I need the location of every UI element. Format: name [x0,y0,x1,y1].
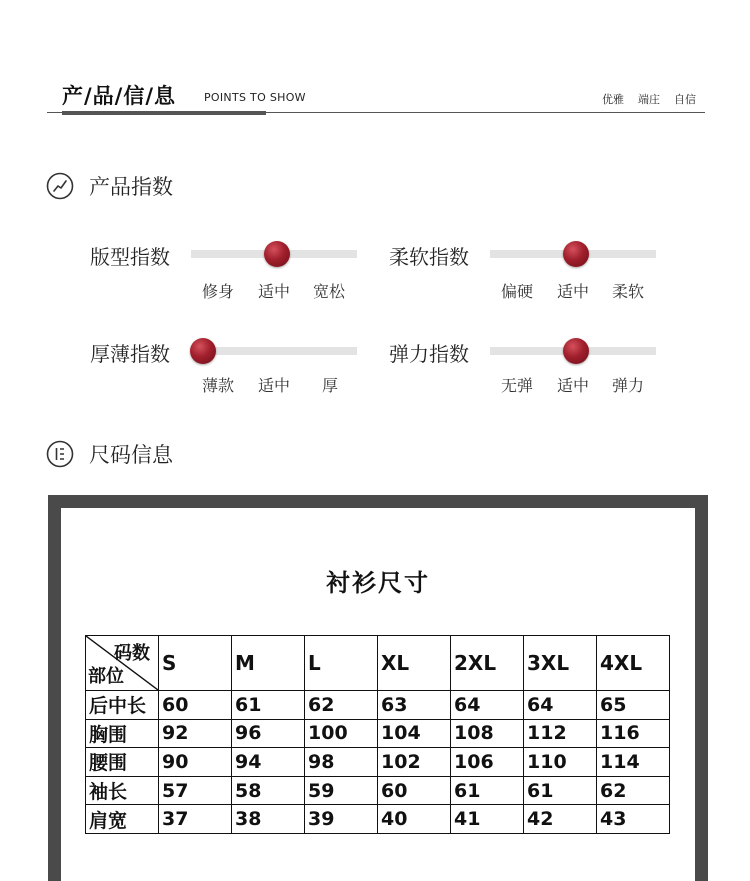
size-section-header [46,439,173,469]
measurement-cell: 38 [232,805,305,834]
corner-part-label: 部位 [88,666,124,687]
thickness-tick-low: 薄款 [202,376,235,395]
size-header-cell: 2XL [451,636,524,691]
size-header-cell: 4XL [597,636,670,691]
measurement-cell: 63 [378,691,451,720]
measurement-cell: 116 [597,719,670,748]
corner-size-label: 码数 [114,643,150,664]
measurement-cell: 65 [597,691,670,720]
size-section-title: 尺码信息 [89,443,173,467]
measurement-cell: 62 [597,776,670,805]
header-tag: 优雅 [602,93,624,106]
measurement-cell: 64 [524,691,597,720]
header-tags [602,91,696,107]
measurement-cell: 57 [159,776,232,805]
measurement-cell: 96 [232,719,305,748]
part-label-cell: 胸围 [86,719,159,748]
fit-index-knob [264,241,290,267]
measurement-cell: 43 [597,805,670,834]
measurement-cell: 94 [232,748,305,777]
size-header-cell: L [305,636,378,691]
size-header-cell: S [159,636,232,691]
measurement-cell: 98 [305,748,378,777]
thickness-index-label: 厚薄指数 [90,342,170,366]
measurement-cell: 40 [378,805,451,834]
size-header-cell: XL [378,636,451,691]
measurement-cell: 62 [305,691,378,720]
elasticity-tick-low: 无弹 [501,376,534,395]
table-row [86,719,670,748]
measurement-cell: 104 [378,719,451,748]
softness-tick-high: 柔软 [612,282,645,301]
softness-tick-mid: 适中 [557,282,590,301]
measurement-cell: 100 [305,719,378,748]
softness-index-knob [563,241,589,267]
fit-tick-high: 宽松 [313,282,346,301]
measurement-cell: 61 [232,691,305,720]
table-row [86,776,670,805]
size-table-corner [86,636,159,691]
softness-index-label: 柔软指数 [389,245,469,269]
measurement-cell: 92 [159,719,232,748]
measurement-cell: 41 [451,805,524,834]
size-chart-title: 衬衫尺寸 [326,569,430,597]
header-tag: 端庄 [638,93,660,106]
table-row [86,805,670,834]
list-circle-icon [46,440,74,468]
part-label-cell: 后中长 [86,691,159,720]
measurement-cell: 114 [597,748,670,777]
table-row [86,748,670,777]
measurement-cell: 90 [159,748,232,777]
elasticity-index-knob [563,338,589,364]
fit-index-label: 版型指数 [90,245,170,269]
thickness-index-knob [190,338,216,364]
header-tag: 自信 [674,93,696,106]
fit-tick-mid: 适中 [258,282,291,301]
measurement-cell: 110 [524,748,597,777]
measurement-cell: 58 [232,776,305,805]
measurement-cell: 60 [378,776,451,805]
trend-circle-icon [46,172,74,200]
table-row [86,691,670,720]
measurement-cell: 106 [451,748,524,777]
measurement-cell: 64 [451,691,524,720]
size-chart-frame [48,495,708,881]
page-title: 产/品/信/息 [62,84,177,108]
elasticity-index-label: 弹力指数 [389,342,469,366]
part-label-cell: 袖长 [86,776,159,805]
measurement-cell: 59 [305,776,378,805]
measurement-cell: 61 [524,776,597,805]
measurement-cell: 102 [378,748,451,777]
indices-section-header [46,171,173,201]
elasticity-tick-mid: 适中 [557,376,590,395]
measurement-cell: 42 [524,805,597,834]
elasticity-tick-high: 弹力 [612,376,645,395]
measurement-cell: 39 [305,805,378,834]
indices-section-title: 产品指数 [89,175,173,199]
measurement-cell: 112 [524,719,597,748]
header-accent-bar [62,111,266,115]
size-table [85,635,670,834]
part-label-cell: 肩宽 [86,805,159,834]
thickness-tick-high: 厚 [322,376,339,395]
part-label-cell: 腰围 [86,748,159,777]
size-header-cell: M [232,636,305,691]
measurement-cell: 60 [159,691,232,720]
measurement-cell: 37 [159,805,232,834]
measurement-cell: 108 [451,719,524,748]
measurement-cell: 61 [451,776,524,805]
page-subtitle: POINTS TO SHOW [204,91,306,104]
thickness-tick-mid: 适中 [258,376,291,395]
size-header-cell: 3XL [524,636,597,691]
softness-tick-low: 偏硬 [501,282,534,301]
size-table-header-row [86,636,670,691]
fit-tick-low: 修身 [202,282,235,301]
